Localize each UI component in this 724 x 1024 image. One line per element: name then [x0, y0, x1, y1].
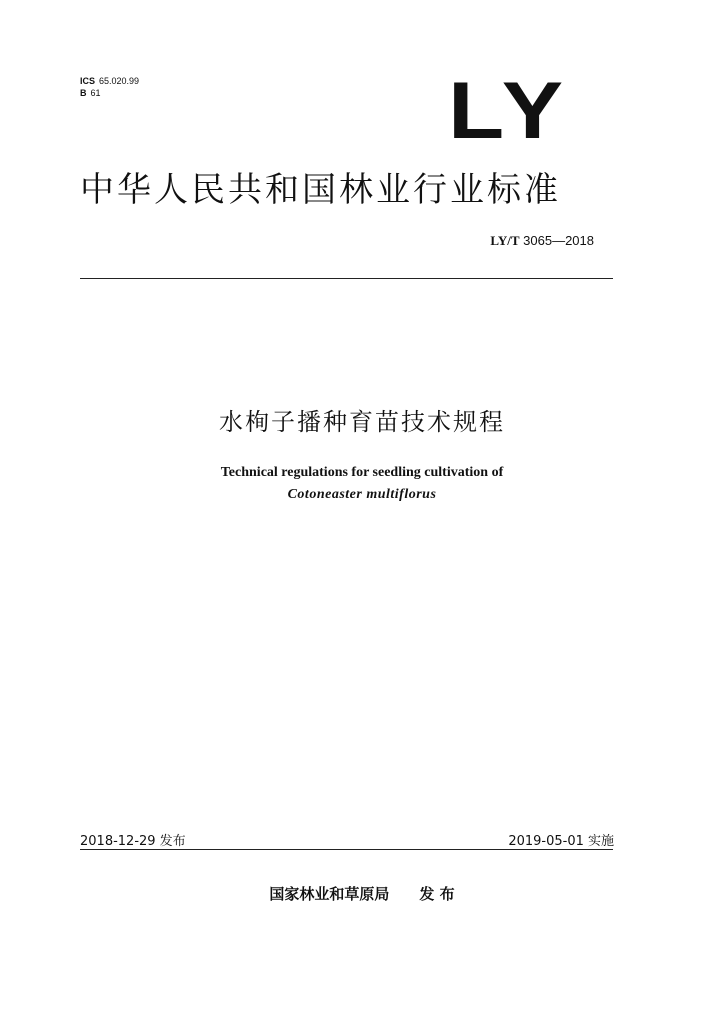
ics-line — [80, 75, 139, 87]
title-english-line2: Cotoneaster multiflorus — [287, 487, 437, 502]
ccs-label: B — [80, 88, 87, 98]
title-english — [0, 462, 724, 506]
publish-date: 2018-12-29 发布 — [80, 834, 186, 849]
publisher-action: 发 布 — [419, 885, 455, 903]
title-chinese: 水栒子播种育苗技术规程 — [219, 408, 505, 436]
publisher-name: 国家林业和草原局 — [269, 885, 390, 903]
title-english-line1: Technical regulations for seedling cultivation of — [220, 465, 504, 480]
ccs-code: 61 — [90, 88, 101, 98]
standard-number — [490, 233, 594, 249]
bottom-divider — [80, 849, 613, 850]
ly-logo: LY — [448, 65, 570, 156]
publisher — [0, 883, 724, 904]
effective-date: 2019-05-01 实施 — [508, 834, 614, 849]
standard-prefix: LY/T — [490, 233, 520, 248]
ics-code: 65.020.99 — [99, 76, 140, 86]
top-divider — [80, 278, 613, 279]
ics-label: ICS — [80, 76, 96, 86]
standard-code: 3065—2018 — [523, 233, 594, 248]
ccs-line — [80, 87, 139, 99]
organization-title: 中华人民共和国林业行业标准 — [80, 170, 561, 210]
classification-codes — [80, 75, 139, 99]
